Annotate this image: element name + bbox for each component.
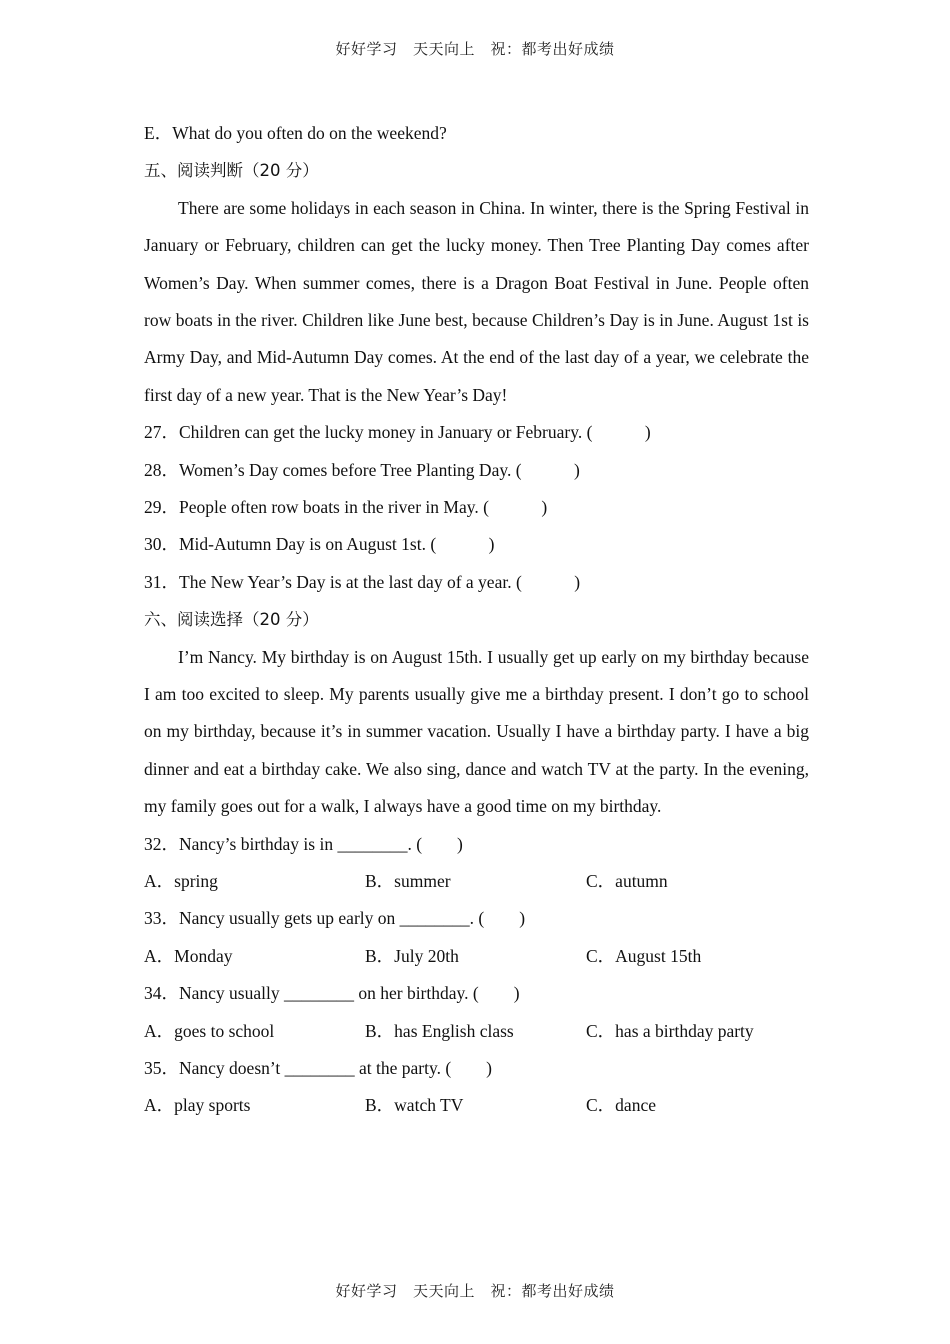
question-30: 30．Mid-Autumn Day is on August 1st. ( ) [144, 534, 495, 555]
section-5-title: 五、阅读判断（20 分） [144, 161, 319, 181]
document-body [144, 115, 809, 1125]
section-5-passage [144, 190, 809, 414]
option-b: B．watch TV [365, 1095, 464, 1116]
option-b: B．summer [365, 870, 451, 891]
option-a: A．Monday [144, 945, 233, 966]
question-35: 35．Nancy doesn’t ________ at the party. ( ) [144, 1057, 492, 1078]
option-b: B．July 20th [365, 945, 459, 966]
question-33-options [144, 938, 809, 975]
option-b: B．has English class [365, 1020, 514, 1041]
question-27: 27．Children can get the lucky money in January or February. ( ) [144, 422, 651, 443]
section-6-title: 六、阅读选择（20 分） [144, 610, 319, 630]
option-c: C．has a birthday party [586, 1020, 754, 1041]
question-34-options [144, 1013, 809, 1050]
question-31: 31．The New Year’s Day is at the last day of a year. ( ) [144, 571, 581, 592]
question-32-options [144, 863, 809, 900]
page-footer: 好好学习 天天向上 祝：都考出好成绩 [335, 1282, 615, 1300]
option-a: A．goes to school [144, 1020, 275, 1041]
passage-text: There are some holidays in each season in China. In winter, there is the Spring Festival in January or February, children can get the lucky money. Then Tree Planting Day comes after Women’s Day. When summer comes, there is a Dragon Boat Festival in June. People often row boats in the river. Children like June best, because Children’s Day is in June. August 1st is Army Day, and Mid-Autumn Day comes. At the end of the last day of a year, we celebrate the first day of a new year. That is the New Year’s Day! [144, 197, 809, 405]
question-33: 33．Nancy usually gets up early on ________. ( ) [144, 908, 526, 929]
option-a: A．play sports [144, 1095, 251, 1116]
question-28: 28．Women’s Day comes before Tree Planting Day. ( ) [144, 459, 580, 480]
passage-text: I’m Nancy. My birthday is on August 15th. I usually get up early on my birthday because I am too excited to sleep. My parents usually give me a birthday present. I don’t go to school on my birthday, because it’s in summer vacation. Usually I have a birthday party. I have a big dinner and eat a birthday cake. We also sing, dance and watch TV at the party. In the evening, my family goes out for a walk, I always have a good time on my birthday. [144, 646, 809, 817]
question-32: 32．Nancy’s birthday is in ________. ( ) [144, 833, 463, 854]
question-35-options [144, 1087, 809, 1124]
option-e: E．What do you often do on the weekend? [144, 123, 447, 143]
option-a: A．spring [144, 870, 218, 891]
section-6-passage [144, 639, 809, 826]
option-c: C．August 15th [586, 945, 702, 966]
option-c: C．dance [586, 1095, 656, 1116]
question-29: 29．People often row boats in the river in May. ( ) [144, 497, 548, 517]
option-c: C．autumn [586, 870, 668, 891]
question-34: 34．Nancy usually ________ on her birthday. ( ) [144, 983, 520, 1004]
page-header: 好好学习 天天向上 祝：都考出好成绩 [335, 40, 615, 58]
